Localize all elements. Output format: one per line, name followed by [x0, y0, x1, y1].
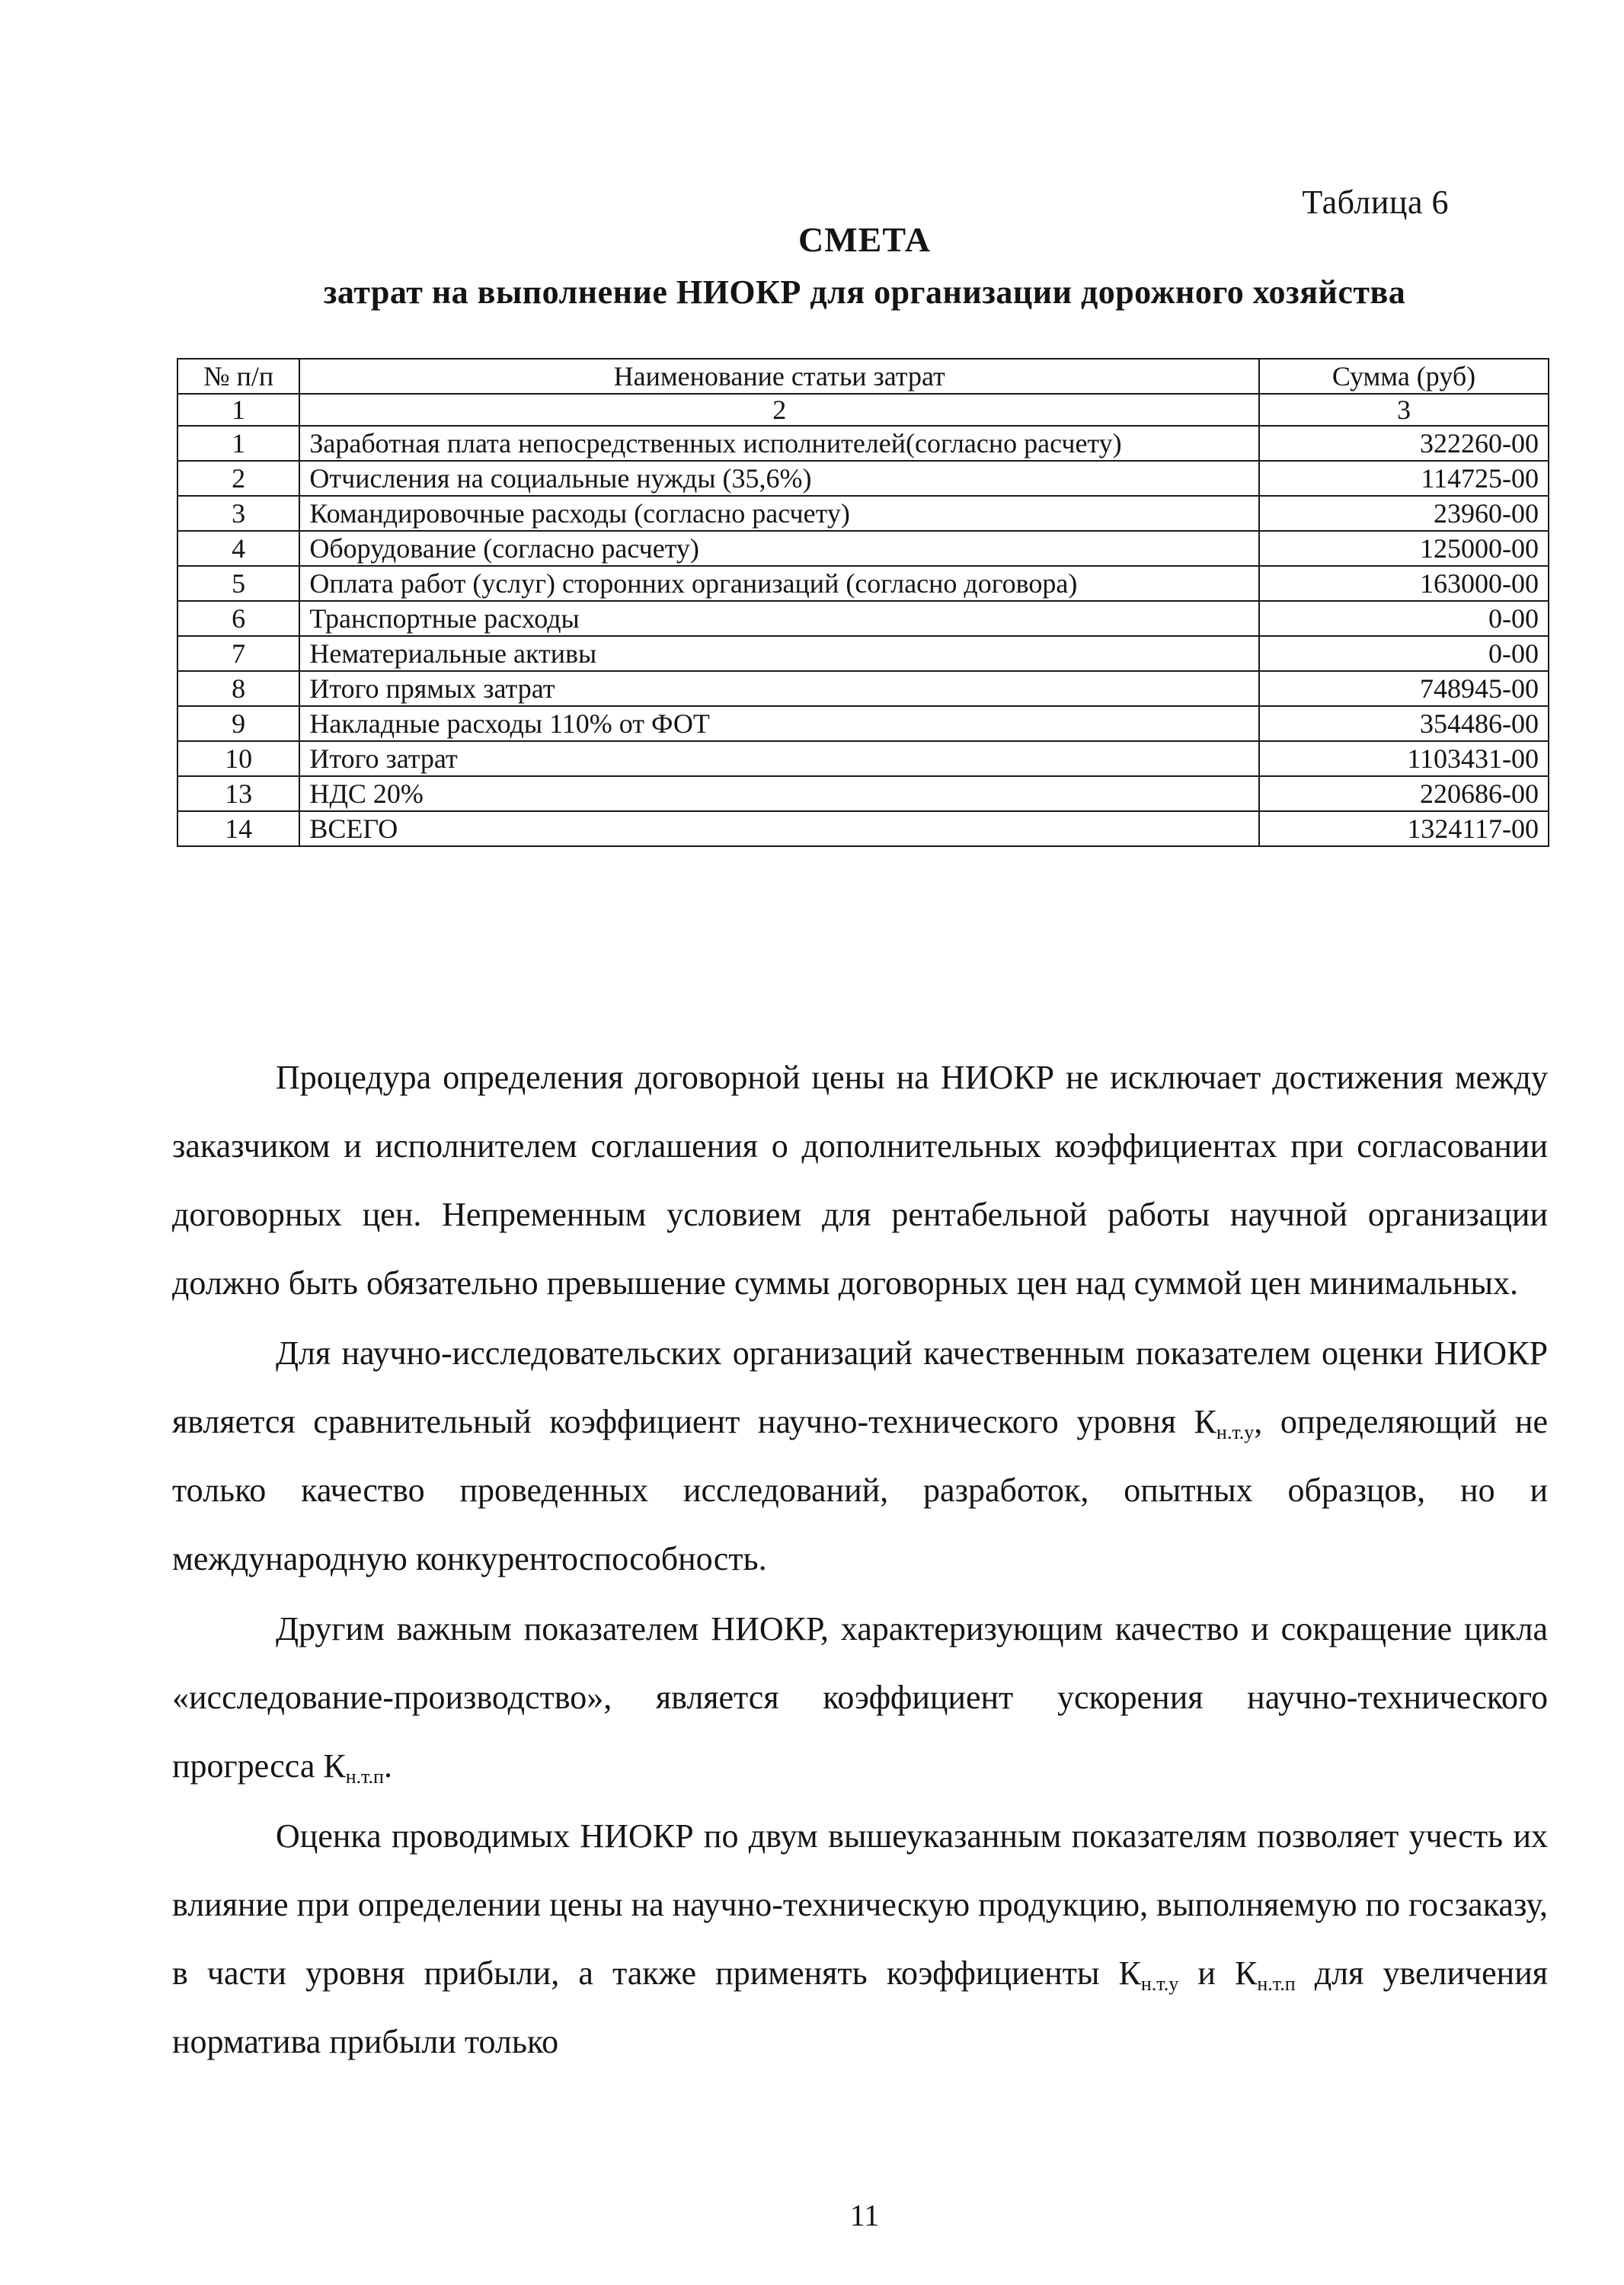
index-cell: 3 [1259, 394, 1549, 426]
table-header-row [177, 359, 1549, 394]
table-row [177, 741, 1549, 776]
page-number: 11 [849, 2198, 880, 2232]
table-row [177, 706, 1549, 741]
table-caption: Таблица 6 [1302, 184, 1449, 221]
table-row [177, 531, 1549, 566]
row-amount: 1103431-00 [1259, 741, 1549, 776]
table-row [177, 461, 1549, 496]
row-item-name: Нематериальные активы [299, 636, 1259, 671]
table-row [177, 671, 1549, 706]
header-cell-number: № п/п [177, 359, 299, 394]
row-amount: 0-00 [1259, 601, 1549, 636]
header-cell-item-name: Наименование статьи затрат [299, 359, 1259, 394]
row-amount: 1324117-00 [1259, 811, 1549, 846]
paragraph-4 [172, 1802, 1548, 2076]
row-number: 7 [177, 636, 299, 671]
row-number: 9 [177, 706, 299, 741]
row-item-name: Заработная плата непосредственных исполнителей(согласно расчету) [299, 426, 1259, 461]
row-item-name: Итого прямых затрат [299, 671, 1259, 706]
document-subtitle: затрат на выполнение НИОКР для организации дорожного хозяйства [323, 273, 1406, 311]
paragraph-2-text-end: , определяющий не только качество проведенных исследований, разработок, опытных образцов, но и международную конкурентоспособность. [172, 1403, 1549, 1577]
table-row [177, 496, 1549, 531]
row-number: 8 [177, 671, 299, 706]
row-number: 14 [177, 811, 299, 846]
row-item-name: Накладные расходы 110% от ФОТ [299, 706, 1259, 741]
row-amount: 322260-00 [1259, 426, 1549, 461]
table-row [177, 426, 1549, 461]
subscript: н.т.п [345, 1766, 384, 1788]
row-item-name: Оплата работ (услуг) сторонних организаций (согласно договора) [299, 566, 1259, 601]
table-row [177, 636, 1549, 671]
row-number: 10 [177, 741, 299, 776]
index-cell: 2 [299, 394, 1259, 426]
row-amount: 125000-00 [1259, 531, 1549, 566]
document-title: СМЕТА [798, 220, 931, 259]
paragraph-4-text-end: для увеличения норматива прибыли только [172, 1954, 1549, 2060]
row-item-name: Итого затрат [299, 741, 1259, 776]
paragraph-3-text-end: . [383, 1747, 392, 1785]
row-amount: 354486-00 [1259, 706, 1549, 741]
table-row [177, 811, 1549, 846]
table-row [177, 776, 1549, 811]
cost-estimate-table [177, 358, 1549, 847]
row-number: 13 [177, 776, 299, 811]
row-item-name: Командировочные расходы (согласно расчету) [299, 496, 1259, 531]
row-amount: 220686-00 [1259, 776, 1549, 811]
paragraph-4-text-mid: и К [1178, 1954, 1258, 1992]
row-number: 2 [177, 461, 299, 496]
row-number: 3 [177, 496, 299, 531]
index-cell: 1 [177, 394, 299, 426]
paragraph-2-text: Для научно-исследовательских организаций качественным показателем оценки НИОКР является сравнительный коэффициент научно-технического уровня К [172, 1334, 1548, 1440]
paragraph-1 [172, 1043, 1548, 1318]
row-item-name: Оборудование (согласно расчету) [299, 531, 1259, 566]
table-index-row [177, 394, 1549, 426]
row-amount: 114725-00 [1259, 461, 1549, 496]
subscript: н.т.п [1257, 1973, 1296, 1995]
row-amount: 0-00 [1259, 636, 1549, 671]
paragraph-3 [172, 1595, 1548, 1801]
table-row [177, 566, 1549, 601]
row-item-name: Транспортные расходы [299, 601, 1259, 636]
subscript: н.т.у [1216, 1421, 1255, 1443]
row-number: 4 [177, 531, 299, 566]
paragraph-4-text: Оценка проводимых НИОКР по двум вышеуказанным показателям позволяет учесть их влияние при определении цены на научно-техническую продукцию, выполняемую по госзаказу, в части уровня прибыли, а также применять коэффициенты К [172, 1817, 1548, 1992]
row-amount: 23960-00 [1259, 496, 1549, 531]
row-number: 1 [177, 426, 299, 461]
header-cell-amount: Сумма (руб) [1259, 359, 1549, 394]
row-amount: 748945-00 [1259, 671, 1549, 706]
paragraph-2 [172, 1319, 1548, 1593]
row-item-name: ВСЕГО [299, 811, 1259, 846]
row-number: 6 [177, 601, 299, 636]
subscript: н.т.у [1140, 1973, 1179, 1995]
paragraph-1-text: Процедура определения договорной цены на НИОКР не исключает достижения между заказчиком и исполнителем соглашения о дополнительных коэффициентах при согласовании договорных цен. Непременным условием для рентабельной работы научной организации должно быть обязательно превышение суммы договорных цен над суммой цен минимальных. [172, 1059, 1548, 1302]
table-row [177, 601, 1549, 636]
row-amount: 163000-00 [1259, 566, 1549, 601]
row-item-name: НДС 20% [299, 776, 1259, 811]
paragraph-3-text: Другим важным показателем НИОКР, характеризующим качество и сокращение цикла «исследование-производство», является коэффициент ускорения научно-технического прогресса К [172, 1610, 1548, 1785]
body-text [172, 1043, 1548, 2078]
row-number: 5 [177, 566, 299, 601]
row-item-name: Отчисления на социальные нужды (35,6%) [299, 461, 1259, 496]
